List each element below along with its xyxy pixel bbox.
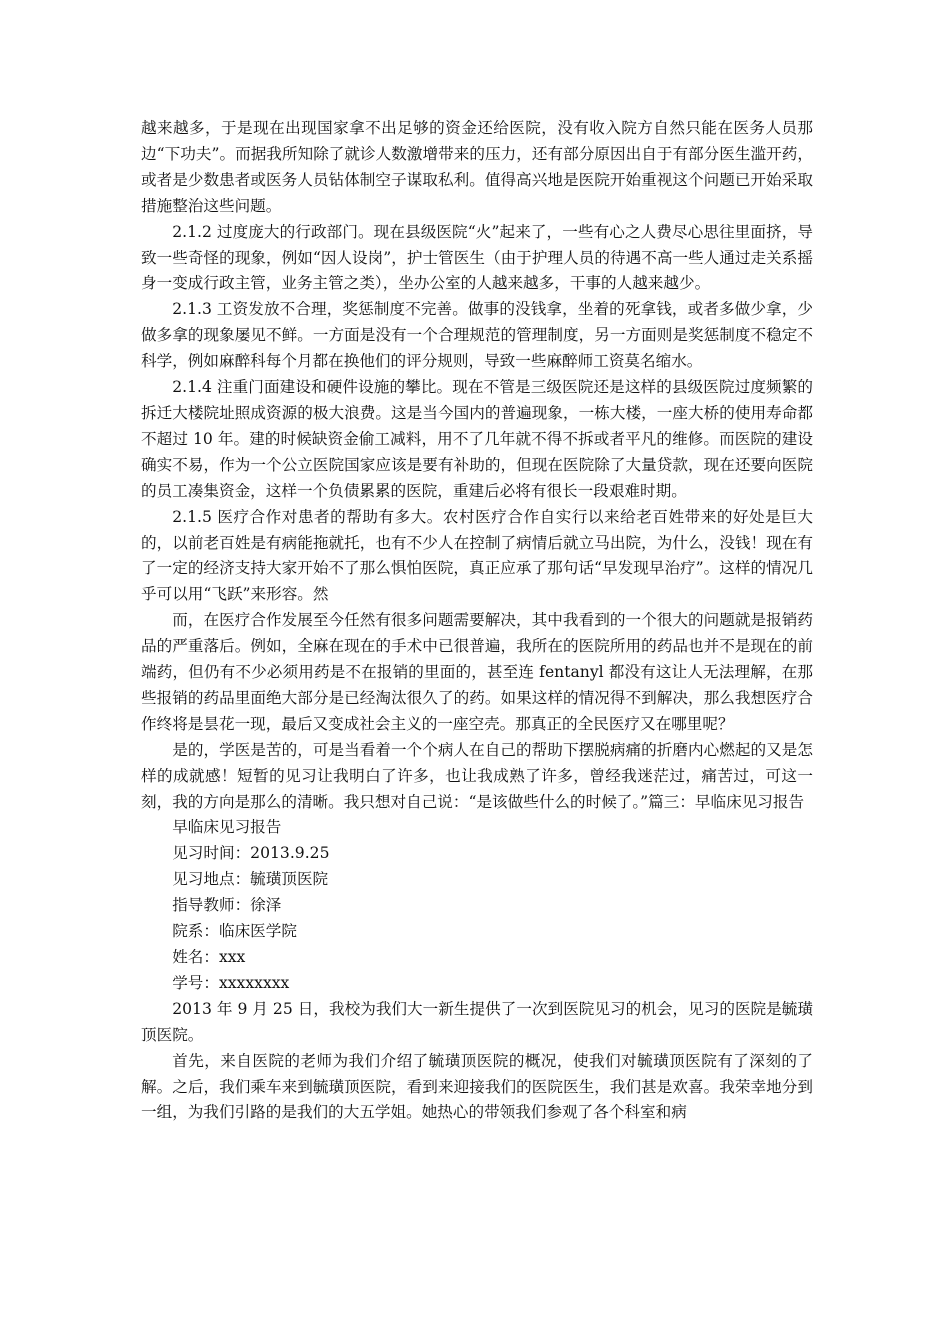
field-location: 见习地点：毓璜顶医院: [172, 870, 329, 889]
paragraph: 2.1.5 医疗合作对患者的帮助有多大。农村医疗合作自实行以来给老百姓带来的好处是巨大的，以前老百姓是有病能拖就托，也有不少人在控制了病情后就立马出院，为什么，没钱！现在有了一定的经济支持大家开始不了那么惧怕医院，真正应承了那句话“早发现早治疗”。这样的情况几乎可以用“飞跃”来形容。然: [141, 507, 813, 604]
paragraph: 越来越多，于是现在出现国家拿不出足够的资金还给医院，没有收入院方自然只能在医务人员那边“下功夫”。而据我所知除了就诊人数激增带来的压力，还有部分原因出自于有部分医生滥开药，或者是少数患者或医务人员钻体制空子谋取私利。值得高兴地是医院开始重视这个问题已开始采取措施整治这些问题。: [141, 119, 813, 215]
paragraph: 2.1.4 注重门面建设和硬件设施的攀比。现在不管是三级医院还是这样的县级医院过度频繁的拆迁大楼院址照成资源的极大浪费。这是当今国内的普遍现象，一栋大楼，一座大桥的使用寿命都不超过 10 年。建的时候缺资金偷工减料，用不了几年就不得不拆或者平凡的维修。而医院的建设确实不易，作为一个公立医院国家应该是要有补助的，但现在医院除了大量贷款，现在还要向医院的员工凑集资金，这样一个负债累累的医院，重建后必将有很长一段艰难时期。: [141, 378, 813, 500]
paragraph: 是的，学医是苦的，可是当看着一个个病人在自己的帮助下摆脱病痛的折磨内心燃起的又是怎样的成就感！短暂的见习让我明白了许多，也让我成熟了许多，曾经我迷茫过，痛苦过，可这一刻，我的方向是那么的清晰。我只想对自己说：“是该做些什么的时候了。”篇三：早临床见习报告: [141, 740, 813, 811]
field-department: 院系：临床医学院: [172, 922, 297, 941]
paragraph: 2.1.2 过度庞大的行政部门。现在县级医院“火”起来了，一些有心之人费尽心思往里面挤，导致一些奇怪的现象，例如“因人设岗”，护士管医生（由于护理人员的待遇不高一些人通过走关系摇身一变成行政主管，业务主管之类），坐办公室的人越来越多，干事的人越来越少。: [141, 222, 813, 293]
field-time: 见习时间：2013.9.25: [172, 844, 330, 863]
report-title: 早临床见习报告: [172, 818, 282, 837]
paragraph: 2013 年 9 月 25 日，我校为我们大一新生提供了一次到医院见习的机会，见习的医院是毓璜顶医院。: [141, 999, 813, 1044]
paragraph: 2.1.3 工资发放不合理，奖惩制度不完善。做事的没钱拿，坐着的死拿钱，或者多做少拿，少做多拿的现象屡见不鲜。一方面是没有一个合理规范的管理制度，另一方面则是奖惩制度不稳定不科学，例如麻醉科每个月都在换他们的评分规则，导致一些麻醉师工资莫名缩水。: [141, 300, 813, 371]
document-body: [141, 116, 813, 1126]
field-teacher: 指导教师：徐泽: [172, 896, 282, 915]
paragraph: 首先，来自医院的老师为我们介绍了毓璜顶医院的概况，使我们对毓璜顶医院有了深刻的了解。之后，我们乘车来到毓璜顶医院，看到来迎接我们的医院医生，我们甚是欢喜。我荣幸地分到一组，为我们引路的是我们的大五学姐。她热心的带领我们参观了各个科室和病: [141, 1051, 813, 1122]
field-student-id: 学号：xxxxxxxx: [172, 973, 290, 992]
paragraph: 而，在医疗合作发展至今任然有很多问题需要解决，其中我看到的一个很大的问题就是报销药品的严重落后。例如，全麻在现在的手术中已很普遍，我所在的医院所用的药品也并不是现在的前端药，但仍有不少必须用药是不在报销的里面的，甚至连 fentanyl 都没有这让人无法理解，在那些报销的药品里面绝大部分是已经淘汰很久了的药。如果这样的情况得不到解决，那么我想医疗合作终将是昙花一现，最后又变成社会主义的一座空壳。那真正的全民医疗又在哪里呢？: [141, 611, 813, 733]
field-name: 姓名：xxx: [172, 948, 246, 966]
